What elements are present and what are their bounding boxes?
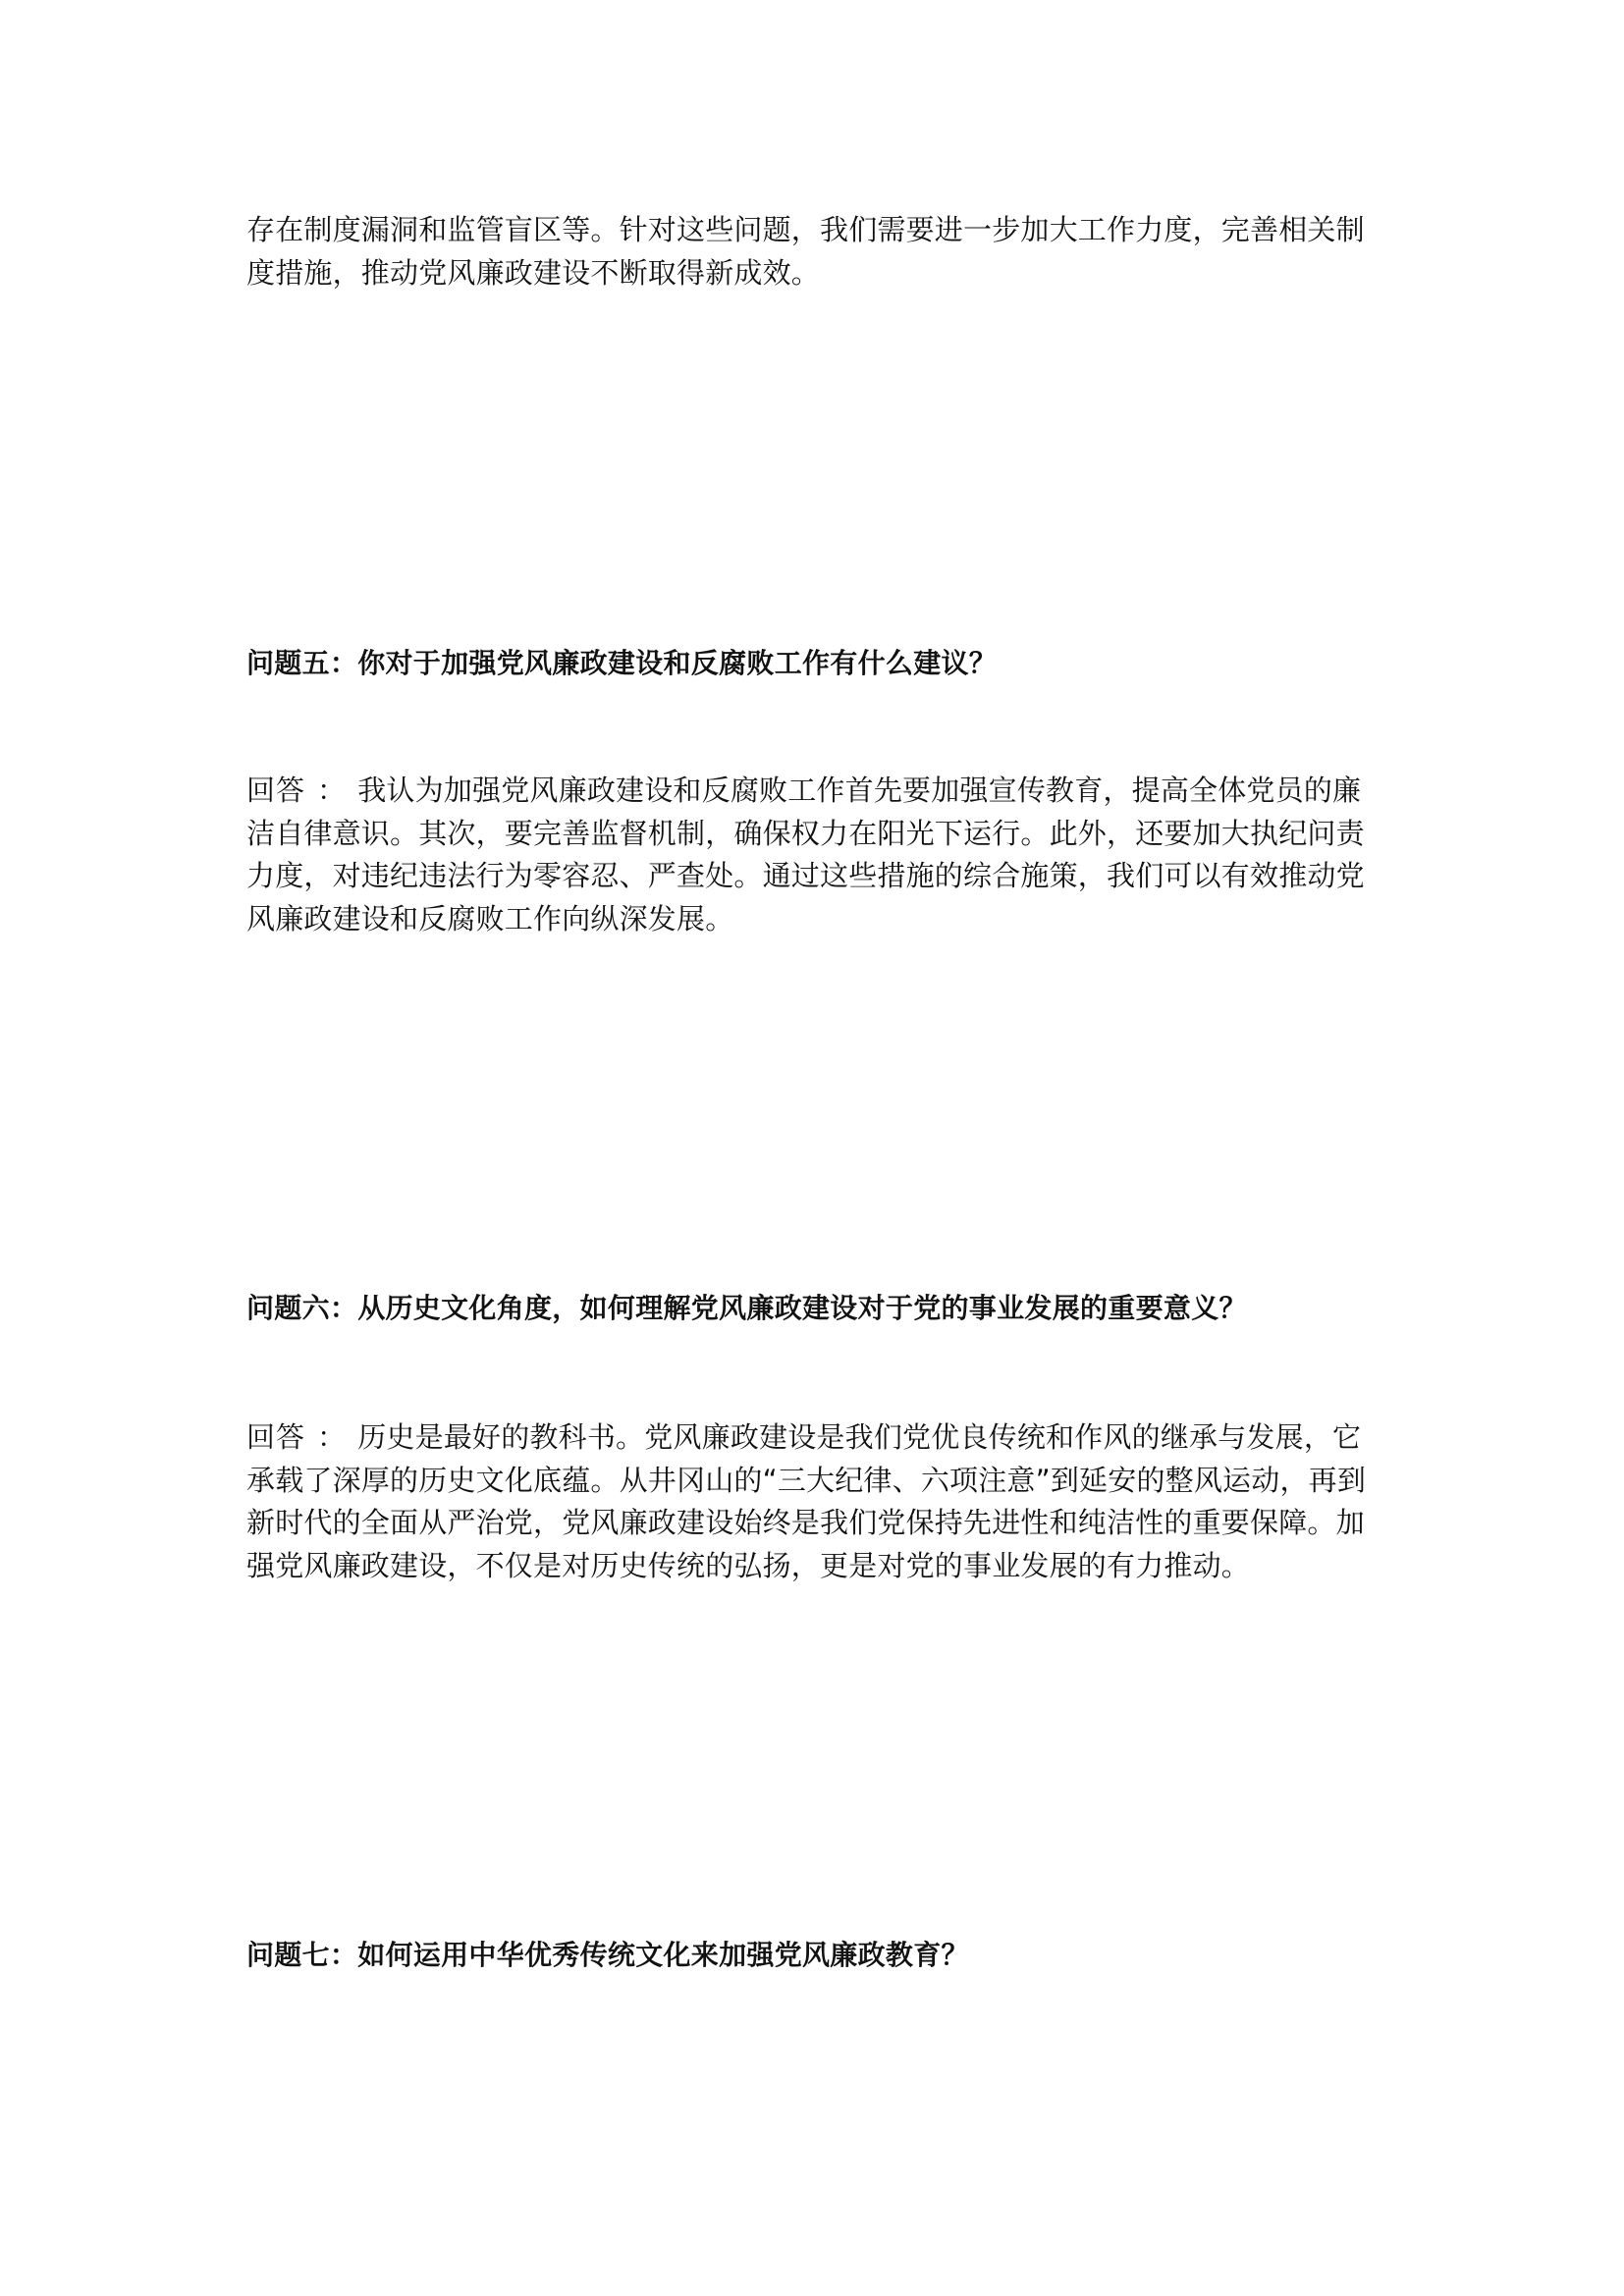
question-seven-heading: 问题七：如何运用中华优秀传统文化来加强党风廉政教育？ (246, 1939, 969, 1971)
intro-text: 存在制度漏洞和监管盲区等。针对这些问题，我们需要进一步加大工作力度，完善相关制度措施，推动党风廉政建设不断取得新成效。 (246, 213, 1365, 290)
answer-label: 回答 (246, 774, 306, 807)
answer-six-text: 历史是最好的教科书。党风廉政建设是我们党优良传统和作风的继承与发展，它承载了深厚的历史文化底蕴。从井冈山的“三大纪律、六项注意”到延安的整风运动，再到新时代的全面从严治党，党风廉政建设始终是我们党保持先进性和纯洁性的重要保障。加强党风廉政建设，不仅是对历史传统的弘扬，更是对党的事业发展的有力推动。 (246, 1420, 1367, 1582)
answer-six-paragraph (246, 1416, 1385, 1587)
question-six-heading: 问题六：从历史文化角度，如何理解党风廉政建设对于党的事业发展的重要意义？ (246, 1292, 1247, 1324)
answer-five-paragraph (246, 770, 1385, 940)
intro-paragraph (246, 209, 1385, 294)
answer-label: 回答 (246, 1420, 306, 1454)
answer-separator: ： (317, 1420, 347, 1454)
question-five-heading: 问题五：你对于加强党风廉政建设和反腐败工作有什么建议？ (246, 647, 998, 679)
answer-five-text: 我认为加强党风廉政建设和反腐败工作首先要加强宣传教育，提高全体党员的廉洁自律意识。其次，要完善监督机制，确保权力在阳光下运行。此外，还要加大执纪问责力度，对违纪违法行为零容忍、严查处。通过这些措施的综合施策，我们可以有效推动党风廉政建设和反腐败工作向纵深发展。 (246, 774, 1365, 935)
answer-separator: ： (317, 774, 347, 807)
